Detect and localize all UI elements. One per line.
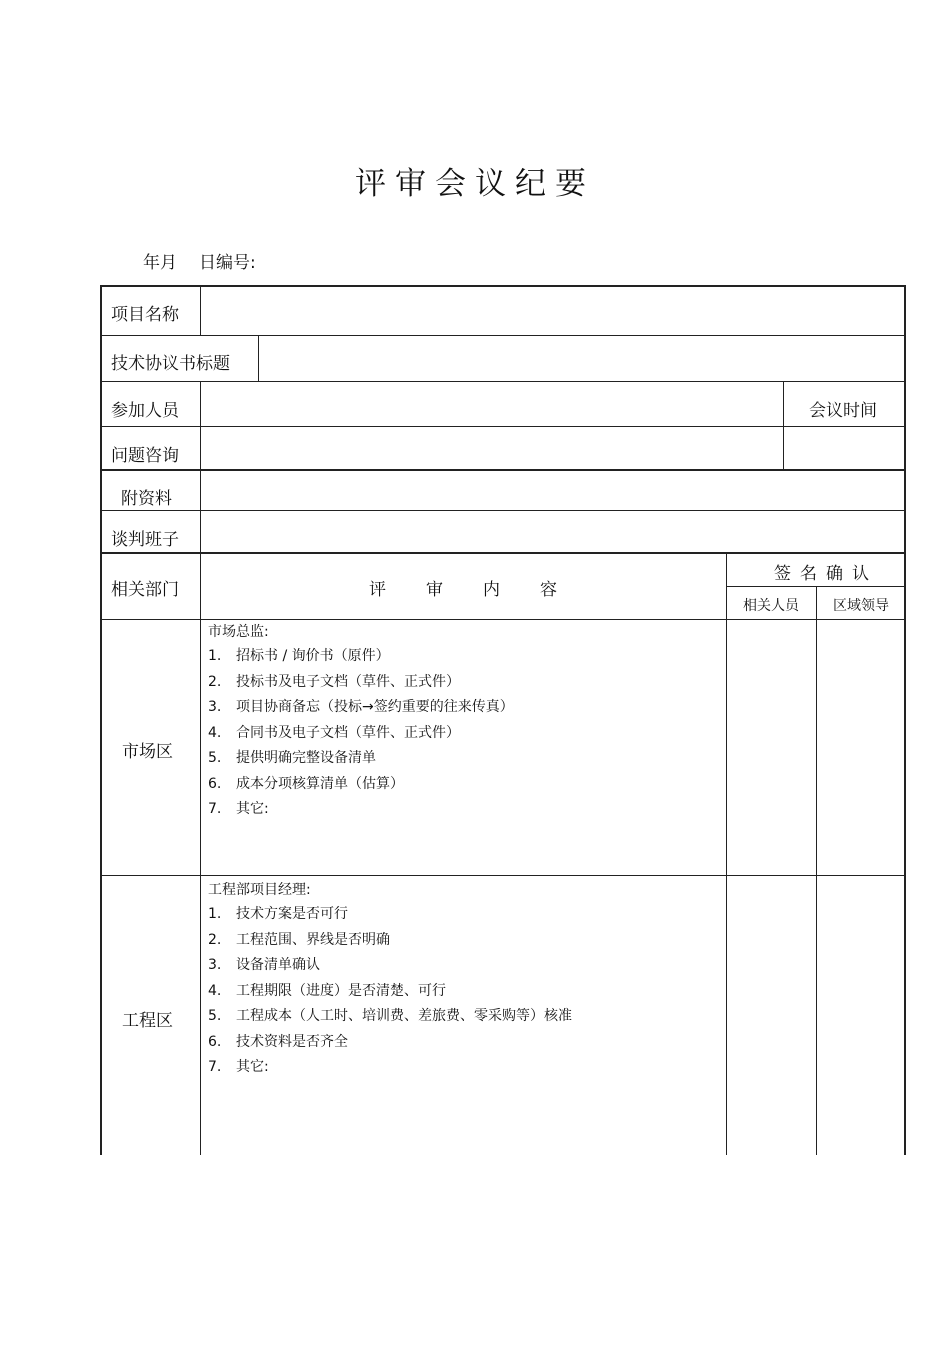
negotiation-team-label: 谈判班子 [111,530,179,550]
border-right [904,285,906,1155]
sign-person-header: 相关人员 [743,598,799,614]
list-item: 2. 投标书及电子文档（草件、正式件） [208,673,460,690]
border-top [100,285,906,287]
list-item: 2. 工程范围、界线是否明确 [208,931,390,948]
col-line [783,381,784,469]
content-header: 评审内容 [369,580,597,600]
col-line [726,552,727,1155]
list-item: 4. 合同书及电子文档（草件、正式件） [208,724,460,741]
row-line [100,381,906,382]
date-line [143,248,256,273]
col-line [816,586,817,1155]
col-line [200,469,201,1155]
row-line [100,510,906,511]
attachments-label: 附资料 [121,489,172,509]
row-line [100,469,906,471]
row-line [100,552,906,554]
col-line [200,285,201,335]
page-title: 评审会议纪要 [355,166,595,202]
meeting-time-label: 会议时间 [809,401,877,421]
list-item: 1. 招标书 / 询价书（原件） [208,648,390,664]
participants-label: 参加人员 [111,401,179,421]
section-name: 工程区 [122,1011,173,1031]
sign-leader-header: 区域领导 [833,598,889,614]
section-list [208,620,514,823]
list-item: 6. 成本分项核算清单（估算） [208,775,404,792]
list-item: 1. 技术方案是否可行 [208,906,348,922]
row-line [100,426,906,427]
review-form [100,285,906,1155]
row-line [100,335,906,336]
list-item: 5. 提供明确完整设备清单 [208,750,376,766]
date-year-month: 年月 [143,253,177,273]
list-item: 3. 项目协商备忘（投标→签约重要的往来传真） [208,699,514,715]
date-day-number: 日编号: [199,253,256,273]
dept-header: 相关部门 [111,580,179,600]
row-line [100,875,906,876]
section-head: 市场总监: [208,624,269,640]
col-line [258,335,259,381]
agreement-title-label: 技术协议书标题 [111,354,230,374]
project-name-label: 项目名称 [111,305,179,325]
list-item: 3. 设备清单确认 [208,957,320,973]
list-item: 5. 工程成本（人工时、培训费、差旅费、零采购等）核准 [208,1008,572,1024]
border-left [100,285,102,1155]
section-list [208,878,572,1081]
list-item: 6. 技术资料是否齐全 [208,1033,348,1050]
section-name: 市场区 [122,742,173,762]
list-item: 4. 工程期限（进度）是否清楚、可行 [208,982,446,999]
list-item: 7. 其它: [208,1059,269,1075]
section-head: 工程部项目经理: [208,882,311,898]
sign-header: 签名确认 [774,564,878,584]
issues-label: 问题咨询 [111,446,179,466]
col-line [200,381,201,469]
list-item: 7. 其它: [208,801,269,817]
